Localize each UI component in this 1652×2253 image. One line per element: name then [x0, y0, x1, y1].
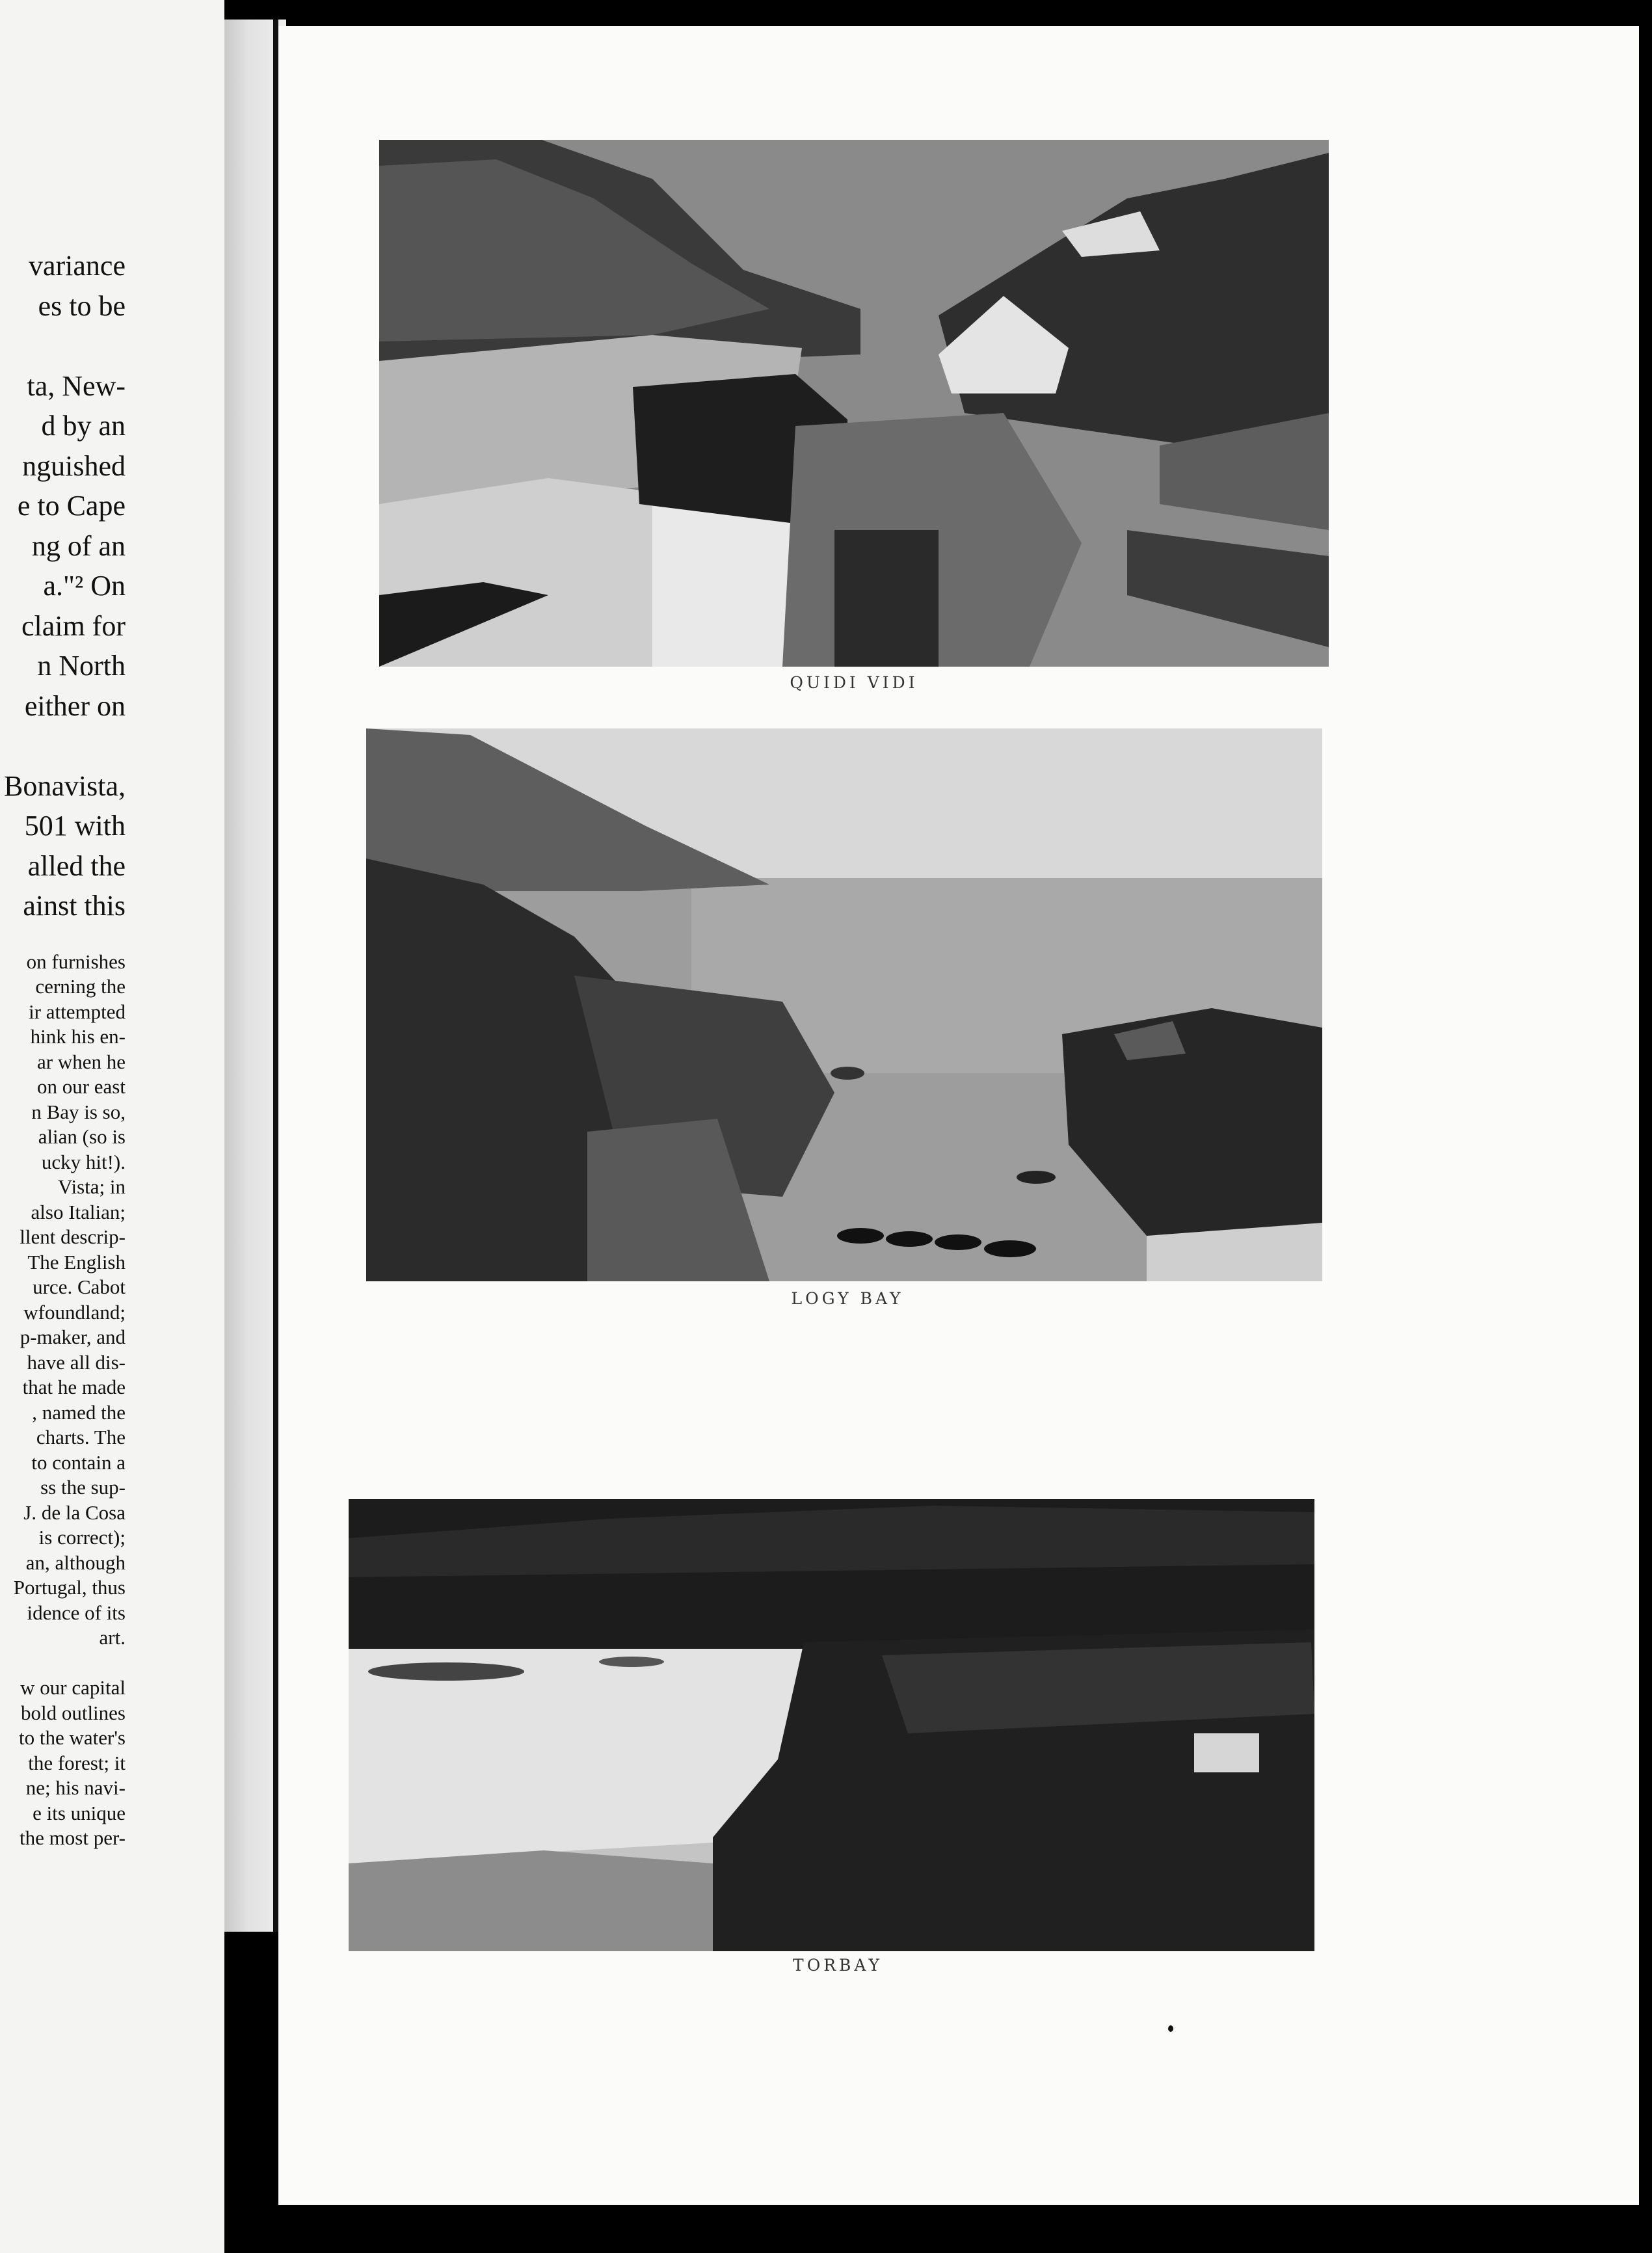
text-line: either on	[24, 689, 126, 722]
footnote-line: an, although	[25, 1551, 126, 1574]
footnote-line: alian (so is	[38, 1125, 126, 1148]
footnote-line: hink his en-	[30, 1025, 126, 1048]
left-page	[0, 0, 224, 2253]
footnote-line: ucky hit!).	[41, 1150, 126, 1173]
text-line: n North	[37, 650, 126, 682]
footnote-line: idence of its	[27, 1601, 126, 1624]
page-edge	[273, 20, 278, 1932]
caption-logy-bay: LOGY BAY	[791, 1289, 904, 1308]
footnote-line: e its unique	[33, 1801, 126, 1824]
caption-torbay: TORBAY	[793, 1956, 883, 1975]
footnote-line: the most per-	[20, 1826, 126, 1849]
photo-quidi-vidi-image	[379, 140, 1329, 667]
text-line: ng of an	[31, 529, 126, 562]
footnote-line: bold outlines	[20, 1701, 126, 1724]
footnote-line: ir attempted	[29, 1000, 126, 1023]
text-line: es to be	[38, 289, 126, 322]
footnote-line: The English	[27, 1250, 126, 1273]
left-page-footnote	[0, 926, 126, 1851]
footnote-line: w our capital	[20, 1676, 126, 1699]
text-line: a."² On	[43, 570, 126, 602]
left-page-text	[0, 0, 126, 1851]
text-line: alled the	[27, 849, 126, 882]
text-line: d by an	[41, 410, 126, 442]
footnote-line: the forest; it	[28, 1751, 126, 1774]
footnote-line: art.	[99, 1626, 126, 1649]
footnote-line: cerning the	[35, 975, 126, 998]
footnote-line: J. de la Cosa	[23, 1500, 126, 1524]
footnote-line: urce. Cabot	[33, 1275, 126, 1298]
photo-torbay-image	[349, 1499, 1314, 1951]
text-line: 501 with	[24, 810, 126, 842]
footnote-line: have all dis-	[27, 1350, 126, 1374]
right-page	[278, 26, 1639, 2205]
text-line	[0, 726, 126, 766]
footnote-line: wfoundland;	[23, 1300, 126, 1324]
footnote-line: to the water's	[19, 1726, 126, 1749]
text-line: e to Cape	[17, 490, 126, 522]
text-line: nguished	[22, 449, 126, 482]
photo-logy-bay-image	[366, 728, 1322, 1281]
footnote-line: to contain a	[31, 1450, 126, 1474]
text-line: Bonavista,	[4, 769, 126, 802]
footnote-line: , named the	[32, 1400, 126, 1424]
text-line: ainst this	[23, 890, 126, 922]
photo-logy-bay	[366, 728, 1322, 1281]
footnote-line: Portugal, thus	[13, 1576, 126, 1599]
footnote-line: p-maker, and	[20, 1326, 126, 1348]
photo-torbay	[349, 1499, 1314, 1951]
footnote-line: Vista; in	[57, 1175, 126, 1198]
caption-quidi-vidi: QUIDI VIDI	[790, 673, 918, 692]
text-line: ta, New-	[27, 369, 126, 402]
footnote-line: that he made	[22, 1376, 126, 1398]
footnote-line: on our east	[36, 1075, 126, 1098]
text-line: claim for	[21, 609, 126, 642]
page-speck	[1168, 2025, 1173, 2032]
footnote-line: ne; his navi-	[25, 1776, 126, 1799]
footnote-line	[0, 1651, 126, 1676]
left-page-paragraphs	[0, 0, 126, 926]
footnote-line: n Bay is so,	[31, 1100, 126, 1123]
footnote-line: ss the sup-	[40, 1476, 126, 1499]
footnote-line: is correct);	[38, 1526, 126, 1549]
photo-quidi-vidi	[379, 140, 1329, 667]
footnote-line: llent descrip-	[20, 1225, 126, 1248]
footnote-line: ar when he	[37, 1050, 126, 1073]
footnote-line: also Italian;	[31, 1200, 126, 1223]
text-line: variance	[29, 250, 126, 282]
footnote-line: charts. The	[36, 1426, 126, 1448]
footnote-line: on furnishes	[26, 950, 126, 973]
text-line	[0, 326, 126, 366]
